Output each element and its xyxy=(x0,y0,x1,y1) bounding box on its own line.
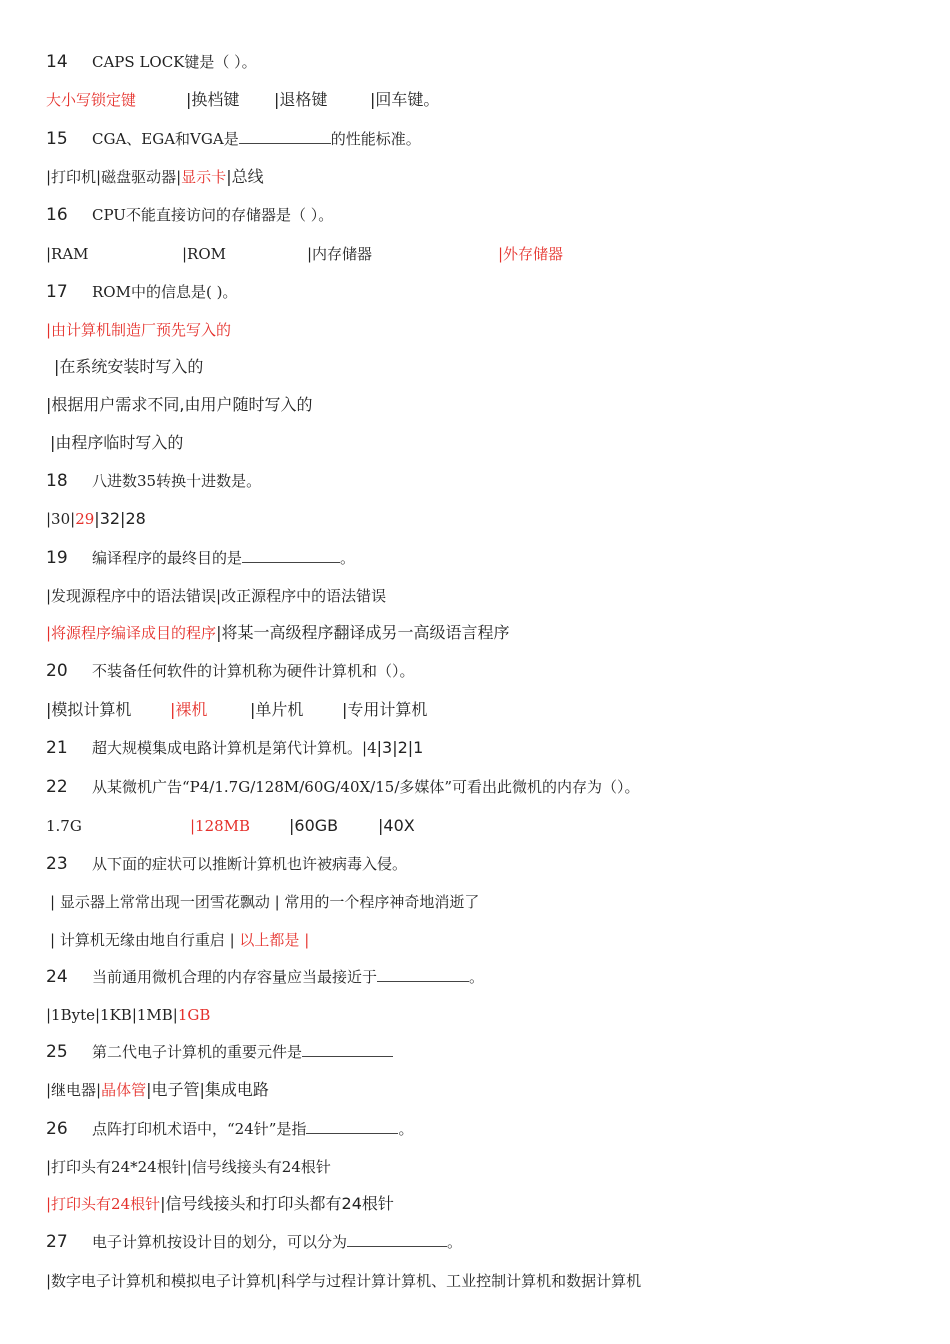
options-16 xyxy=(46,243,930,265)
question-number: 22 xyxy=(46,777,68,797)
question-15 xyxy=(46,128,930,150)
question-14 xyxy=(46,51,930,73)
option: |回车键。 xyxy=(370,90,440,109)
question-text: 点阵打印机术语中，“24针”是指 xyxy=(92,1120,307,1138)
question-22 xyxy=(46,776,930,798)
option: 1.7G xyxy=(46,817,82,835)
options-20 xyxy=(46,699,930,721)
question-text: ROM中的信息是( )。 xyxy=(92,283,238,301)
question-text: 编译程序的最终目的是 xyxy=(92,549,243,567)
options-26b xyxy=(46,1193,930,1215)
option-answer: |裸机 xyxy=(170,700,208,719)
question-text: 当前通用微机合理的内存容量应当最接近于 xyxy=(92,968,378,986)
option-answer: 29 xyxy=(75,510,95,528)
question-23 xyxy=(46,853,930,875)
answer-blank xyxy=(242,548,340,563)
question-16 xyxy=(46,204,930,226)
option: |在系统安装时写入的 xyxy=(54,357,204,376)
option: |电子管|集成电路 xyxy=(146,1080,269,1099)
option-answer: |外存储器 xyxy=(498,245,564,263)
option: |专用计算机 xyxy=(342,700,428,719)
answer-blank xyxy=(377,967,469,982)
question-text: 从某微机广告“P4/1.7G/128M/60G/40X/15/多媒体”可看出此微机的内存为（）。 xyxy=(92,778,640,796)
question-number: 16 xyxy=(46,205,68,225)
option-answer: |128MB xyxy=(190,817,251,835)
option-answer: 1GB xyxy=(177,1006,211,1024)
option: |由程序临时写入的 xyxy=(50,433,184,452)
question-number: 14 xyxy=(46,52,68,72)
options-24 xyxy=(46,1004,930,1026)
option: |60GB xyxy=(289,816,339,835)
question-number: 24 xyxy=(46,967,68,987)
option: |将某一高级程序翻译成另一高级语言程序 xyxy=(216,623,510,642)
option-answer: 大小写锁定键 xyxy=(46,91,137,109)
question-number: 21 xyxy=(46,738,68,758)
question-number: 19 xyxy=(46,548,68,568)
question-number: 18 xyxy=(46,471,68,491)
question-24 xyxy=(46,966,930,988)
question-17 xyxy=(46,281,930,303)
question-text: 不装备任何软件的计算机称为硬件计算机和（）。 xyxy=(92,662,415,680)
option: |数字电子计算机和模拟电子计算机|科学与过程计算计算机、工业控制计算机和数据计算机 xyxy=(46,1272,642,1290)
question-number: 23 xyxy=(46,854,68,874)
options-25 xyxy=(46,1079,930,1101)
option: |3|2|1 xyxy=(376,738,424,757)
question-text: 八进数35转换十进数是。 xyxy=(92,472,262,490)
option-answer: |将源程序编译成目的程序 xyxy=(46,624,217,642)
option-answer: |由计算机制造厂预先写入的 xyxy=(46,321,232,339)
option: |打印头有24*24根针|信号线接头有24根针 xyxy=(46,1158,331,1176)
question-text: CAPS LOCK键是（ ）。 xyxy=(92,53,257,71)
question-text: 从下面的症状可以推断计算机也许被病毒入侵。 xyxy=(92,855,408,873)
answer-blank xyxy=(306,1119,398,1134)
option-answer: 晶体管 xyxy=(101,1081,147,1099)
question-27 xyxy=(46,1231,930,1253)
option: |总线 xyxy=(226,167,264,186)
options-23b xyxy=(50,929,930,951)
option: |40X xyxy=(378,816,415,835)
answer-blank xyxy=(239,129,331,144)
question-text: 电子计算机按设计目的划分，可以分为 xyxy=(92,1233,348,1251)
options-14 xyxy=(46,89,930,111)
option: |4 xyxy=(362,739,377,757)
options-19b xyxy=(46,622,930,644)
option-answer: 显示卡 xyxy=(181,168,227,186)
option: |打印机|磁盘驱动器| xyxy=(46,168,182,186)
question-number: 27 xyxy=(46,1232,68,1252)
option: |30| xyxy=(46,510,76,528)
answer-blank xyxy=(347,1232,447,1247)
question-number: 25 xyxy=(46,1042,68,1062)
question-text: 第二代电子计算机的重要元件是 xyxy=(92,1043,303,1061)
options-18 xyxy=(46,508,930,530)
answer-blank xyxy=(302,1042,393,1057)
question-text-end: 。 xyxy=(340,549,356,567)
question-25 xyxy=(46,1041,930,1063)
option: |信号线接头和打印头都有24根针 xyxy=(160,1194,394,1213)
question-text-end: 。 xyxy=(398,1120,414,1138)
question-number: 20 xyxy=(46,661,68,681)
question-number: 15 xyxy=(46,129,68,149)
options-15 xyxy=(46,166,930,188)
question-text: CGA、EGA和VGA是 xyxy=(92,130,239,148)
question-text: CPU不能直接访问的存储器是（ ）。 xyxy=(92,206,334,224)
option: |ROM xyxy=(182,245,227,263)
option: |单片机 xyxy=(250,700,304,719)
question-26 xyxy=(46,1118,930,1140)
option: |模拟计算机 xyxy=(46,700,132,719)
option: |换档键 xyxy=(186,90,240,109)
question-19 xyxy=(46,547,930,569)
option: |32|28 xyxy=(94,509,146,528)
question-18 xyxy=(46,470,930,492)
option: |根据用户需求不同,由用户随时写入的 xyxy=(46,395,313,414)
question-number: 26 xyxy=(46,1119,68,1139)
question-number: 17 xyxy=(46,282,68,302)
option-answer: |打印头有24根针 xyxy=(46,1195,161,1213)
option: |RAM xyxy=(46,245,89,263)
option: | 计算机无缘由地自行重启 | xyxy=(50,931,235,949)
option: |退格键 xyxy=(274,90,328,109)
option: |内存储器 xyxy=(307,245,373,263)
question-text-end: 。 xyxy=(469,968,485,986)
question-21 xyxy=(46,737,930,759)
options-22 xyxy=(46,815,930,837)
question-20 xyxy=(46,660,930,682)
question-text-end: 的性能标准。 xyxy=(330,130,421,148)
option-answer: 以上都是 | xyxy=(234,931,310,949)
option: |发现源程序中的语法错误|改正源程序中的语法错误 xyxy=(46,587,387,605)
option: |继电器| xyxy=(46,1081,102,1099)
question-text-end: 。 xyxy=(447,1233,463,1251)
question-text: 超大规模集成电路计算机是第代计算机。 xyxy=(92,739,363,757)
option: |1Byte|1KB|1MB| xyxy=(46,1006,178,1024)
option: | 显示器上常常出现一团雪花飘动 | 常用的一个程序神奇地消逝了 xyxy=(50,893,480,911)
